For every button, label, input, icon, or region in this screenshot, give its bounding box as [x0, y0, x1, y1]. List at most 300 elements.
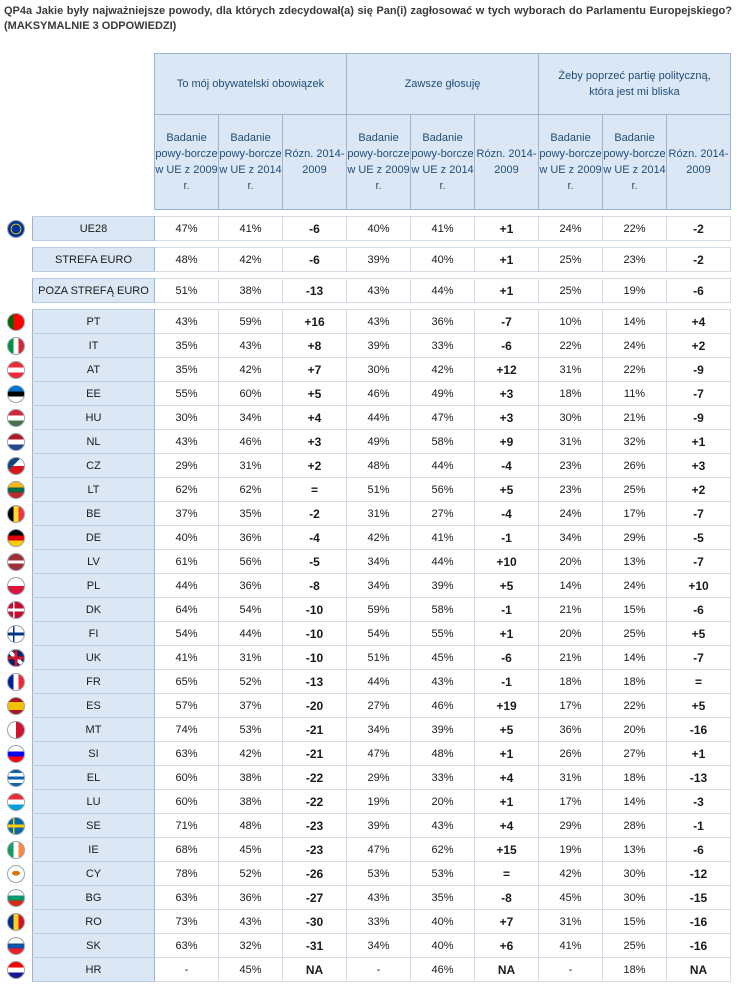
country-row — [0, 790, 731, 814]
value-cell: 25% — [539, 279, 603, 303]
column-header: Rózn. 2014-2009 — [667, 115, 731, 210]
value-cell: 65% — [155, 670, 219, 694]
row-label: STREFA EURO — [33, 248, 155, 272]
country-row — [0, 814, 731, 838]
value-cell: 25% — [539, 248, 603, 272]
difference-cell: -6 — [667, 598, 731, 622]
value-cell: 39% — [411, 574, 475, 598]
value-cell: 49% — [411, 382, 475, 406]
difference-cell: -22 — [283, 790, 347, 814]
value-cell: 22% — [539, 334, 603, 358]
difference-cell: +4 — [283, 406, 347, 430]
country-row — [0, 838, 731, 862]
value-cell: 28% — [603, 814, 667, 838]
value-cell: 51% — [155, 279, 219, 303]
country-row — [0, 526, 731, 550]
row-label: PL — [33, 574, 155, 598]
difference-cell: -13 — [667, 766, 731, 790]
value-cell: 56% — [219, 550, 283, 574]
value-cell: 34% — [347, 574, 411, 598]
difference-cell: -10 — [283, 598, 347, 622]
difference-cell: -16 — [667, 934, 731, 958]
value-cell: 27% — [603, 742, 667, 766]
value-cell: 63% — [155, 886, 219, 910]
value-cell: 30% — [603, 862, 667, 886]
value-cell: 34% — [347, 550, 411, 574]
difference-cell: -7 — [667, 646, 731, 670]
value-cell: 42% — [219, 742, 283, 766]
row-label: RO — [33, 910, 155, 934]
value-cell: 43% — [347, 886, 411, 910]
value-cell: 34% — [219, 406, 283, 430]
value-cell: 47% — [155, 217, 219, 241]
difference-cell: +1 — [475, 248, 539, 272]
value-cell: 38% — [219, 790, 283, 814]
difference-cell: -6 — [475, 646, 539, 670]
value-cell: 55% — [155, 382, 219, 406]
flag-cell — [0, 694, 33, 718]
value-cell: 31% — [539, 910, 603, 934]
value-cell: 19% — [347, 790, 411, 814]
difference-cell: NA — [283, 958, 347, 982]
flag-cell — [0, 550, 33, 574]
value-cell: 48% — [347, 454, 411, 478]
column-header: Badanie powy-borcze w UE z 2009 r. — [155, 115, 219, 210]
row-label: AT — [33, 358, 155, 382]
row-label: CY — [33, 862, 155, 886]
row-label: LU — [33, 790, 155, 814]
country-row — [0, 334, 731, 358]
difference-cell: -7 — [667, 382, 731, 406]
value-cell: 27% — [411, 502, 475, 526]
difference-cell: +1 — [475, 279, 539, 303]
country-row — [0, 958, 731, 982]
difference-cell: = — [283, 478, 347, 502]
row-label: UE28 — [33, 217, 155, 241]
difference-cell: +5 — [283, 382, 347, 406]
difference-cell: +2 — [667, 478, 731, 502]
country-row — [0, 406, 731, 430]
value-cell: 60% — [155, 766, 219, 790]
value-cell: 18% — [603, 766, 667, 790]
difference-cell: -6 — [475, 334, 539, 358]
difference-cell: -21 — [283, 742, 347, 766]
difference-cell: -2 — [667, 217, 731, 241]
value-cell: 47% — [347, 742, 411, 766]
difference-cell: -7 — [667, 550, 731, 574]
value-cell: 24% — [603, 574, 667, 598]
difference-cell: -7 — [475, 310, 539, 334]
difference-cell: -31 — [283, 934, 347, 958]
value-cell: 30% — [155, 406, 219, 430]
value-cell: 38% — [219, 766, 283, 790]
value-cell: 19% — [539, 838, 603, 862]
value-cell: 22% — [603, 358, 667, 382]
be-flag-icon — [7, 505, 25, 523]
value-cell: 44% — [347, 670, 411, 694]
question-text: QP4a Jakie były najważniejsze powody, dla których zdecydował(a) się Pan(i) zagłosować w tych wyborach do Parlamentu Europejskiego? (MAKSYMALNIE 3 ODPOWIEDZI) — [4, 5, 732, 32]
flag-cell — [0, 406, 33, 430]
value-cell: 27% — [347, 694, 411, 718]
value-cell: 14% — [539, 574, 603, 598]
value-cell: - — [347, 958, 411, 982]
flag-cell — [0, 248, 33, 272]
sk-flag-icon — [7, 937, 25, 955]
row-label: SK — [33, 934, 155, 958]
value-cell: 23% — [539, 478, 603, 502]
value-cell: 18% — [603, 958, 667, 982]
difference-cell: -1 — [475, 670, 539, 694]
value-cell: 61% — [155, 550, 219, 574]
row-label: LT — [33, 478, 155, 502]
difference-cell: -20 — [283, 694, 347, 718]
uk-flag-icon — [7, 649, 25, 667]
value-cell: 17% — [539, 790, 603, 814]
difference-cell: +4 — [475, 814, 539, 838]
row-label: HR — [33, 958, 155, 982]
value-cell: 53% — [411, 862, 475, 886]
value-cell: 34% — [539, 526, 603, 550]
value-cell: 38% — [219, 279, 283, 303]
value-cell: 45% — [219, 838, 283, 862]
value-cell: 39% — [347, 814, 411, 838]
row-label: FR — [33, 670, 155, 694]
value-cell: 30% — [603, 886, 667, 910]
country-row — [0, 934, 731, 958]
value-cell: 15% — [603, 598, 667, 622]
row-label: LV — [33, 550, 155, 574]
difference-cell: +12 — [475, 358, 539, 382]
country-row — [0, 910, 731, 934]
summary-row — [0, 217, 731, 241]
difference-cell: -2 — [667, 248, 731, 272]
value-cell: 21% — [539, 598, 603, 622]
value-cell: 44% — [219, 622, 283, 646]
value-cell: 78% — [155, 862, 219, 886]
country-row — [0, 454, 731, 478]
value-cell: 45% — [411, 646, 475, 670]
value-cell: 45% — [539, 886, 603, 910]
country-row — [0, 622, 731, 646]
value-cell: 32% — [219, 934, 283, 958]
difference-cell: -4 — [283, 526, 347, 550]
value-cell: 18% — [539, 382, 603, 406]
flag-cell — [0, 646, 33, 670]
value-cell: 46% — [219, 430, 283, 454]
de-flag-icon — [7, 529, 25, 547]
row-label: UK — [33, 646, 155, 670]
row-label: BE — [33, 502, 155, 526]
difference-cell: -15 — [667, 886, 731, 910]
value-cell: 35% — [155, 358, 219, 382]
value-cell: 24% — [539, 502, 603, 526]
value-cell: 29% — [347, 766, 411, 790]
value-cell: 48% — [155, 248, 219, 272]
flag-cell — [0, 790, 33, 814]
value-cell: 25% — [603, 478, 667, 502]
value-cell: 52% — [219, 862, 283, 886]
difference-cell: -23 — [283, 814, 347, 838]
flag-cell — [0, 886, 33, 910]
row-spacer — [0, 241, 731, 248]
country-row — [0, 502, 731, 526]
flag-cell — [0, 934, 33, 958]
row-label: SI — [33, 742, 155, 766]
value-cell: 11% — [603, 382, 667, 406]
value-cell: 45% — [219, 958, 283, 982]
difference-cell: +5 — [475, 478, 539, 502]
pl-flag-icon — [7, 577, 25, 595]
value-cell: 53% — [347, 862, 411, 886]
value-cell: 43% — [155, 430, 219, 454]
value-cell: 29% — [603, 526, 667, 550]
value-cell: 34% — [347, 718, 411, 742]
difference-cell: +2 — [667, 334, 731, 358]
value-cell: 31% — [347, 502, 411, 526]
value-cell: 36% — [219, 886, 283, 910]
value-cell: 14% — [603, 646, 667, 670]
value-cell: 44% — [411, 454, 475, 478]
row-label: IE — [33, 838, 155, 862]
value-cell: 37% — [219, 694, 283, 718]
flag-cell — [0, 382, 33, 406]
value-cell: 47% — [411, 406, 475, 430]
value-cell: 39% — [411, 718, 475, 742]
difference-cell: -6 — [283, 248, 347, 272]
value-cell: 54% — [347, 622, 411, 646]
value-cell: 46% — [411, 694, 475, 718]
difference-cell: +7 — [475, 910, 539, 934]
group-header: Żeby poprzeć partię polityczną, która jest mi bliska — [539, 54, 731, 115]
value-cell: 31% — [539, 358, 603, 382]
row-label: DK — [33, 598, 155, 622]
pt-flag-icon — [7, 313, 25, 331]
difference-cell: +3 — [475, 406, 539, 430]
summary-row — [0, 248, 731, 272]
value-cell: 29% — [155, 454, 219, 478]
column-header: Badanie powy-borcze w UE z 2014 r. — [411, 115, 475, 210]
value-cell: 44% — [411, 550, 475, 574]
value-cell: 43% — [411, 814, 475, 838]
row-label: BG — [33, 886, 155, 910]
row-label: FI — [33, 622, 155, 646]
value-cell: 58% — [411, 430, 475, 454]
column-header: Badanie powy-borcze w UE z 2009 r. — [539, 115, 603, 210]
value-cell: 20% — [603, 718, 667, 742]
value-cell: 35% — [219, 502, 283, 526]
lu-flag-icon — [7, 793, 25, 811]
value-cell: 62% — [411, 838, 475, 862]
value-cell: 74% — [155, 718, 219, 742]
country-row — [0, 598, 731, 622]
value-cell: 36% — [411, 310, 475, 334]
bg-flag-icon — [7, 889, 25, 907]
value-cell: 21% — [539, 646, 603, 670]
row-label: IT — [33, 334, 155, 358]
difference-cell: +5 — [667, 622, 731, 646]
value-cell: 68% — [155, 838, 219, 862]
column-header: Rózn. 2014-2009 — [475, 115, 539, 210]
difference-cell: -5 — [667, 526, 731, 550]
flag-cell — [0, 334, 33, 358]
row-spacer — [0, 303, 731, 310]
value-cell: 26% — [539, 742, 603, 766]
difference-cell: -16 — [667, 910, 731, 934]
value-cell: 33% — [347, 910, 411, 934]
lt-flag-icon — [7, 481, 25, 499]
value-cell: 22% — [603, 217, 667, 241]
value-cell: 60% — [219, 382, 283, 406]
flag-cell — [0, 718, 33, 742]
group-header-row — [0, 54, 731, 115]
value-cell: 17% — [539, 694, 603, 718]
column-header: Badanie powy-borcze w UE z 2009 r. — [347, 115, 411, 210]
value-cell: 54% — [155, 622, 219, 646]
row-label: SE — [33, 814, 155, 838]
value-cell: 43% — [219, 910, 283, 934]
flag-cell — [0, 526, 33, 550]
country-row — [0, 862, 731, 886]
si-flag-icon — [7, 745, 25, 763]
value-cell: 40% — [411, 248, 475, 272]
country-row — [0, 766, 731, 790]
difference-cell: -2 — [283, 502, 347, 526]
country-row — [0, 742, 731, 766]
row-label: POZA STREFĄ EURO — [33, 279, 155, 303]
ee-flag-icon — [7, 385, 25, 403]
flag-cell — [0, 502, 33, 526]
mt-flag-icon — [7, 721, 25, 739]
value-cell: 44% — [155, 574, 219, 598]
value-cell: 59% — [347, 598, 411, 622]
value-cell: 42% — [411, 358, 475, 382]
country-row — [0, 382, 731, 406]
value-cell: 43% — [347, 279, 411, 303]
difference-cell: NA — [475, 958, 539, 982]
flag-cell — [0, 430, 33, 454]
difference-cell: -12 — [667, 862, 731, 886]
se-flag-icon — [7, 817, 25, 835]
row-label: MT — [33, 718, 155, 742]
difference-cell: -27 — [283, 886, 347, 910]
difference-cell: +1 — [475, 217, 539, 241]
value-cell: 15% — [603, 910, 667, 934]
at-flag-icon — [7, 361, 25, 379]
value-cell: 41% — [539, 934, 603, 958]
value-cell: 44% — [411, 279, 475, 303]
country-row — [0, 694, 731, 718]
value-cell: 29% — [539, 814, 603, 838]
ie-flag-icon — [7, 841, 25, 859]
value-cell: 60% — [155, 790, 219, 814]
value-cell: 63% — [155, 742, 219, 766]
value-cell: 39% — [347, 248, 411, 272]
value-cell: 33% — [411, 334, 475, 358]
value-cell: 41% — [219, 217, 283, 241]
difference-cell: -16 — [667, 718, 731, 742]
value-cell: 35% — [155, 334, 219, 358]
nl-flag-icon — [7, 433, 25, 451]
value-cell: 30% — [347, 358, 411, 382]
flag-cell — [0, 958, 33, 982]
difference-cell: -6 — [283, 217, 347, 241]
value-cell: 37% — [155, 502, 219, 526]
difference-cell: -3 — [667, 790, 731, 814]
value-cell: 20% — [411, 790, 475, 814]
difference-cell: -8 — [283, 574, 347, 598]
value-cell: 73% — [155, 910, 219, 934]
flag-cell — [0, 279, 33, 303]
value-cell: 39% — [347, 334, 411, 358]
group-header: Zawsze głosuję — [347, 54, 539, 115]
difference-cell: +1 — [667, 430, 731, 454]
value-cell: 41% — [411, 217, 475, 241]
value-cell: 43% — [411, 670, 475, 694]
difference-cell: = — [475, 862, 539, 886]
row-label: DE — [33, 526, 155, 550]
flag-cell — [0, 454, 33, 478]
value-cell: 41% — [155, 646, 219, 670]
country-row — [0, 886, 731, 910]
value-cell: 30% — [539, 406, 603, 430]
row-spacer — [0, 272, 731, 279]
value-cell: 26% — [603, 454, 667, 478]
value-cell: 71% — [155, 814, 219, 838]
flag-cell — [0, 622, 33, 646]
cz-flag-icon — [7, 457, 25, 475]
value-cell: 19% — [603, 279, 667, 303]
row-label: ES — [33, 694, 155, 718]
value-cell: 63% — [155, 934, 219, 958]
value-cell: 64% — [155, 598, 219, 622]
country-row — [0, 310, 731, 334]
flag-cell — [0, 910, 33, 934]
difference-cell: +3 — [667, 454, 731, 478]
flag-cell — [0, 217, 33, 241]
flag-cell — [0, 358, 33, 382]
value-cell: 10% — [539, 310, 603, 334]
difference-cell: NA — [667, 958, 731, 982]
value-cell: 48% — [219, 814, 283, 838]
difference-cell: +16 — [283, 310, 347, 334]
column-header: Badanie powy-borcze w UE z 2014 r. — [603, 115, 667, 210]
fr-flag-icon — [7, 673, 25, 691]
value-cell: 62% — [155, 478, 219, 502]
difference-cell: +10 — [475, 550, 539, 574]
value-cell: 25% — [603, 622, 667, 646]
difference-cell: +19 — [475, 694, 539, 718]
hu-flag-icon — [7, 409, 25, 427]
difference-cell: -10 — [283, 646, 347, 670]
value-cell: 34% — [347, 934, 411, 958]
value-cell: 31% — [219, 454, 283, 478]
difference-cell: -6 — [667, 279, 731, 303]
difference-cell: +1 — [667, 742, 731, 766]
value-cell: 51% — [347, 646, 411, 670]
value-cell: 23% — [539, 454, 603, 478]
difference-cell: -5 — [283, 550, 347, 574]
value-cell: 18% — [603, 670, 667, 694]
difference-cell: -8 — [475, 886, 539, 910]
value-cell: 42% — [219, 358, 283, 382]
value-cell: - — [155, 958, 219, 982]
difference-cell: -4 — [475, 454, 539, 478]
value-cell: 40% — [155, 526, 219, 550]
value-cell: 47% — [347, 838, 411, 862]
value-cell: 32% — [603, 430, 667, 454]
difference-cell: +3 — [283, 430, 347, 454]
summary-row — [0, 279, 731, 303]
